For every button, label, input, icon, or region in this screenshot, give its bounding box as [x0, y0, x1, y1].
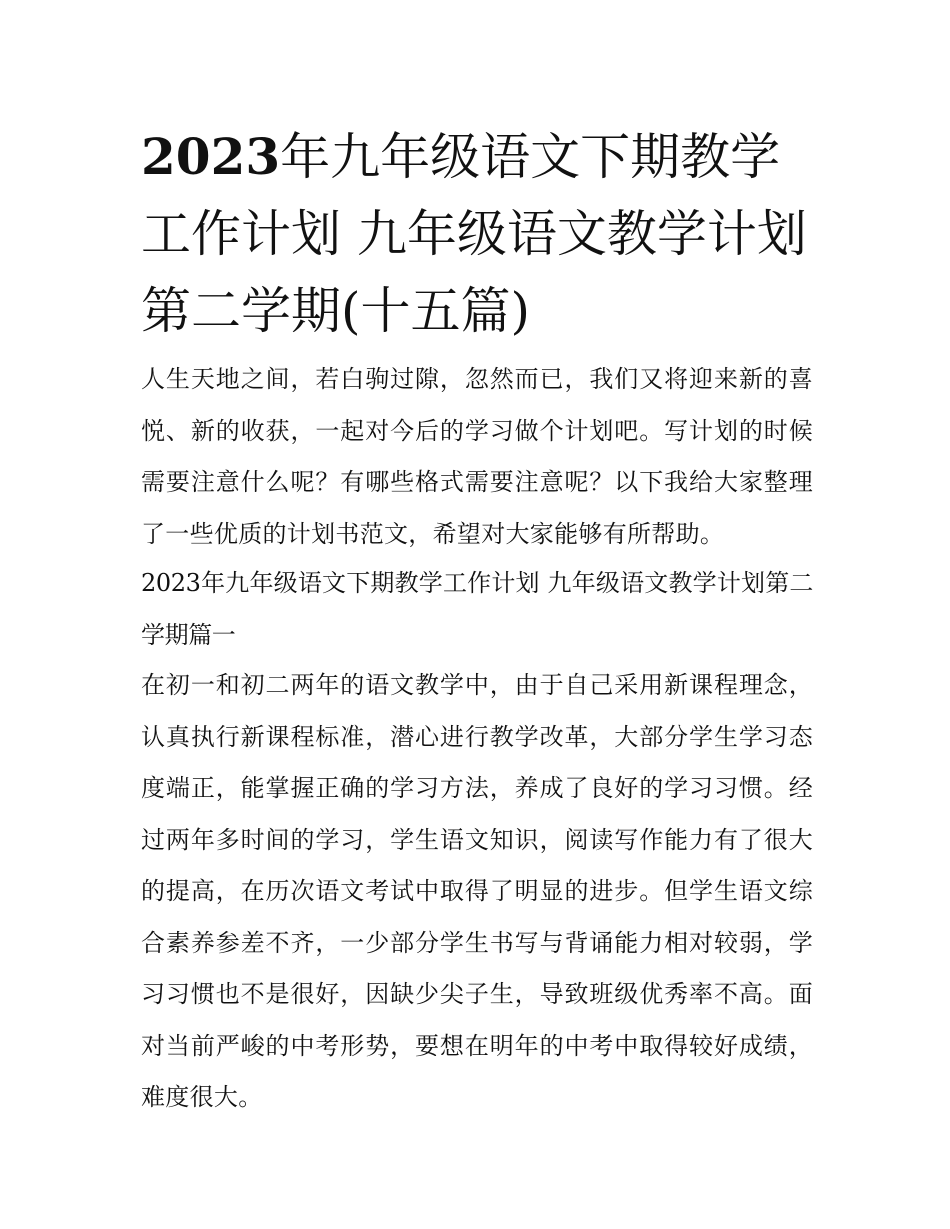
document-title: [141, 118, 821, 350]
title-year: 2023: [141, 127, 281, 186]
body-paragraph: 在初一和初二两年的语文教学中，由于自己采用新课程理念，认真执行新课程标准，潜心进行教学改革，大部分学生学习态度端正，能掌握正确的学习方法，养成了良好的学习习惯。经过两年多时间的学习，学生语文知识，阅读写作能力有了很大的提高，在历次语文考试中取得了明显的进步。但学生语文综合素养参差不齐，一少部分学生书写与背诵能力相对较弱，学习习惯也不是很好，因缺少尖子生，导致班级优秀率不高。面对当前严峻的中考形势，要想在明年的中考中取得较好成绩，难度很大。: [141, 671, 813, 1111]
section-title: 2023年九年级语文下期教学工作计划 九年级语文教学计划第二学期篇一: [141, 569, 813, 649]
title-text: 年九年级语文下期教学工作计划 九年级语文教学计划第二学期(十五篇): [141, 128, 807, 340]
intro-paragraph: 人生天地之间，若白驹过隙，忽然而已，我们又将迎来新的喜悦、新的收获，一起对今后的学习做个计划吧。写计划的时候需要注意什么呢？有哪些格式需要注意呢？以下我给大家整理了一些优质的计划书范文，希望对大家能够有所帮助。: [141, 365, 813, 548]
